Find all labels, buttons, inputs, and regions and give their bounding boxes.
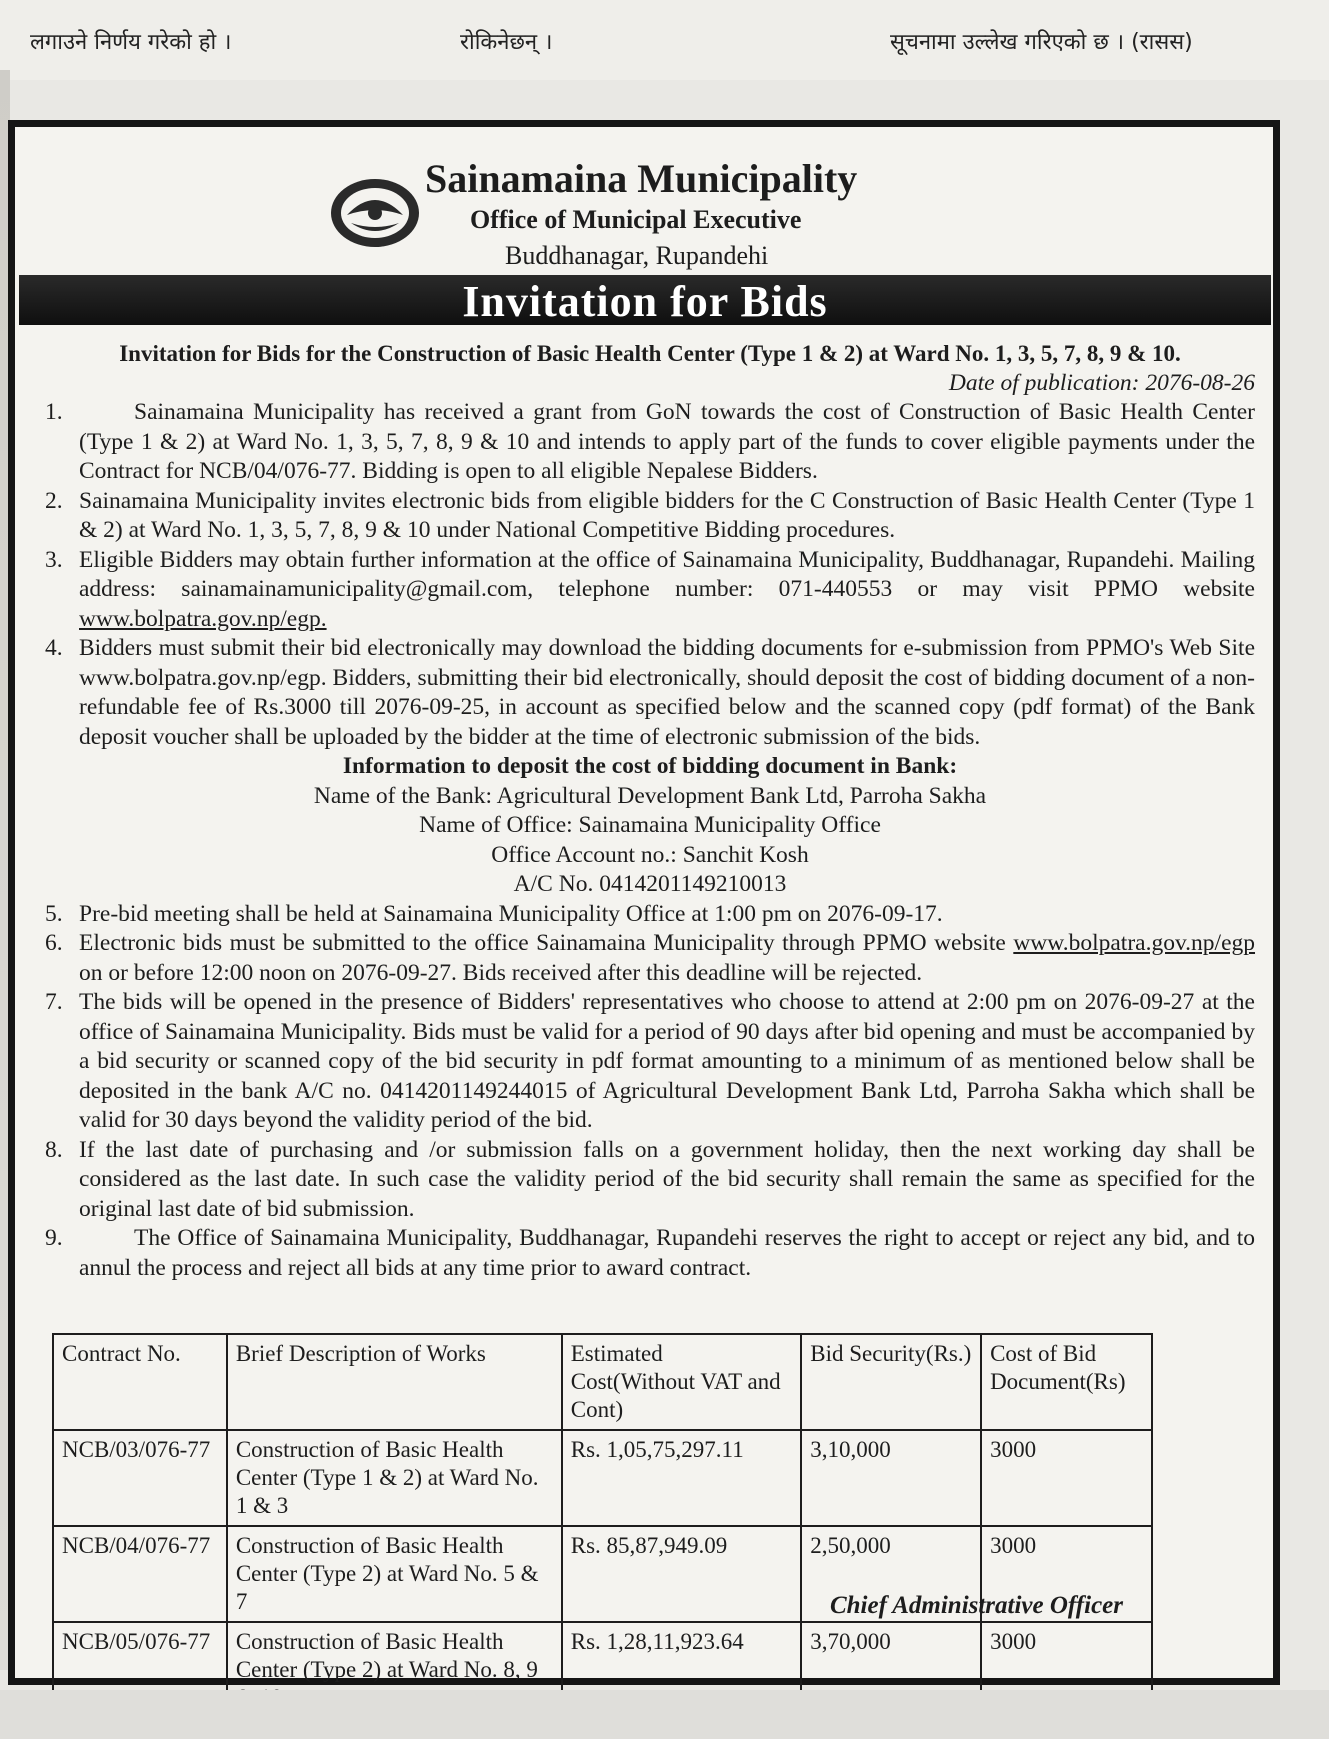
list-item	[45, 546, 1255, 635]
office-subtitle: Office of Municipal Executive	[470, 205, 802, 234]
notice-content	[45, 339, 1255, 1283]
item-number: 8.	[45, 1136, 63, 1163]
bid-security: 3,70,000	[801, 1622, 981, 1718]
list-item	[45, 988, 1255, 1136]
ppmo-website-link[interactable]: www.bolpatra.gov.np/egp	[1013, 930, 1256, 956]
municipality-title: Sainamaina Municipality	[425, 156, 858, 201]
office-address: Buddhanagar, Rupandehi	[505, 241, 769, 270]
item-text: Sainamaina Municipality has received a grant from GoN towards the cost of Construction of Basic Health Center (Type 1 & 2) at Ward No. 1, 3, 5, 7, 8, 9 & 10 and intends to apply part of the funds to cover eligible payments under the Contract for NCB/04/076-77. Bidding is open to all eligible Nepalese Bidders.	[79, 399, 1255, 484]
estimated-cost: Rs. 1,28,11,923.64	[562, 1622, 802, 1718]
office-name: Name of Office: Sainamaina Municipality Office	[419, 812, 881, 838]
list-item	[45, 634, 1255, 752]
table-header-row	[53, 1334, 1152, 1430]
column-header: Cost of Bid Document(Rs)	[981, 1334, 1152, 1430]
bank-info-heading: Information to deposit the cost of bidding document in Bank:	[342, 753, 958, 779]
bid-security: 3,10,000	[801, 1430, 981, 1526]
emblem-icon	[327, 175, 423, 251]
account-number: A/C No. 0414201149210013	[513, 871, 787, 897]
banner-title: Invitation for Bids	[462, 277, 828, 326]
list-item	[45, 487, 1255, 546]
item-text: on or before 12:00 noon on 2076-09-27. Bids received after this deadline will be rejected.	[79, 959, 923, 986]
newspaper-bottom-strip	[0, 1690, 1329, 1739]
item-number: 2.	[45, 487, 63, 514]
bid-security: 2,50,000	[801, 1526, 981, 1622]
newspaper-top-strip	[0, 0, 1329, 80]
signature-title: Chief Administrative Officer	[829, 1592, 1123, 1619]
notice-frame	[8, 120, 1280, 1685]
nepali-text-right: सूचनामा उल्लेख गरिएको छ । (रासस)	[890, 30, 1193, 55]
item-text: The Office of Sainamaina Municipality, Buddhanagar, Rupandehi reserves the right to accept or reject any bid, and to annul the process and reject all bids at any time prior to award contract.	[79, 1225, 1255, 1281]
bank-info	[45, 752, 1255, 900]
item-number: 3.	[45, 546, 63, 573]
contract-number: NCB/04/076-77	[53, 1526, 227, 1622]
list-item	[45, 398, 1255, 487]
item-body	[79, 929, 1255, 988]
item-body	[79, 546, 1255, 635]
ppmo-website-link[interactable]: www.bolpatra.gov.np/egp.	[79, 605, 327, 632]
work-description: Construction of Basic Health Center (Type 2) at Ward No. 8, 9	[227, 1622, 562, 1718]
column-header: Contract No.	[53, 1334, 227, 1430]
column-header: Brief Description of Works	[227, 1334, 562, 1430]
contract-number: NCB/03/076-77	[53, 1430, 227, 1526]
list-item	[45, 929, 1255, 988]
item-text: If the last date of purchasing and /or submission falls on a government holiday, then the next working day shall be considered as the last date. In such case the validity period of the bid security shall remain the same as specified for the original last date of bid submission.	[79, 1136, 1255, 1222]
item-text: Eligible Bidders may obtain further information at the office of Sainamaina Municipality, Buddhanagar, Rupandehi. Mailing address: sainamainamunicipality@gmail.com, telephone number: 071-440553 or may visit PPMO website	[79, 546, 1255, 602]
item-number: 5.	[45, 900, 63, 927]
publication-date: Date of publication: 2076-08-26	[948, 369, 1255, 396]
item-number: 4.	[45, 635, 63, 661]
list-item	[45, 900, 1255, 930]
item-text: Bidders must submit their bid electronically may download the bidding documents for e-submission from PPMO's Web Site www.bolpatra.gov.np/egp. Bidders, submitting their bid electronically, should deposit the cost of bidding document of a non-refundable fee of Rs.3000 till 2076-09-25, in account as specified below and the scanned copy (pdf format) of the Bank deposit voucher shall be uploaded by the bidder at the time of electronic submission of the bids.	[79, 635, 1255, 750]
column-header: Estimated Cost(Without VAT and Cont)	[562, 1334, 802, 1430]
contracts-table	[52, 1333, 1153, 1719]
bid-document-cost: 3000	[981, 1622, 1152, 1718]
bid-document-cost: 3000	[981, 1430, 1152, 1526]
bid-document-cost: 3000	[981, 1526, 1152, 1622]
column-header: Bid Security(Rs.)	[801, 1334, 981, 1430]
estimated-cost: Rs. 1,05,75,297.11	[562, 1430, 802, 1526]
nepali-text-middle: रोकिनेछन् ।	[460, 30, 553, 55]
item-text: Sainamaina Municipality invites electronic bids from eligible bidders for the C Construction of Basic Health Center (Type 1 & 2) at Ward No. 1, 3, 5, 7, 8, 9 & 10 under National Competitive Bidding procedures.	[79, 487, 1255, 543]
account-type: Office Account no.: Sanchit Kosh	[491, 841, 809, 868]
item-text: Electronic bids must be submitted to the office Sainamaina Municipality through PPMO website	[79, 930, 1006, 956]
estimated-cost: Rs. 85,87,949.09	[562, 1526, 802, 1622]
bank-name: Name of the Bank: Agricultural Development Bank Ltd, Parroha Sakha	[313, 782, 987, 809]
item-number: 7.	[45, 989, 63, 1015]
nepali-text-left: लगाउने निर्णय गरेको हो ।	[30, 30, 232, 55]
notice-header	[315, 145, 1015, 275]
contract-number: NCB/05/076-77	[53, 1622, 227, 1718]
item-number: 6.	[45, 930, 63, 956]
item-number: 9.	[45, 1225, 63, 1251]
item-text: The bids will be opened in the presence of Bidders' representatives who choose to attend at 2:00 pm on 2076-09-27 at the office of Sainamaina Municipality. Bids must be valid for a period of 90 days after bid opening and must be accompanied by a bid security or scanned copy of the bid security in pdf format amounting to a minimum of as mentioned below shall be deposited in the bank A/C no. 0414201149244015 of Agricultural Development Bank Ltd, Parroha Sakha which shall be valid for 30 days beyond the validity period of the bid.	[79, 989, 1255, 1133]
list-item	[45, 1136, 1255, 1225]
notice-subject: Invitation for Bids for the Construction of Basic Health Center (Type 1 & 2) at Ward No. 1, 3, 5, 7, 8, 9 & 10.	[119, 341, 1181, 366]
table-row	[53, 1430, 1152, 1526]
work-description: Construction of Basic Health Center (Type 1 & 2) at Ward No. 1 & 3	[227, 1430, 562, 1526]
item-number: 1.	[45, 399, 63, 425]
item-text: Pre-bid meeting shall be held at Sainamaina Municipality Office at 1:00 pm on 2076-09-17.	[79, 900, 943, 927]
list-item	[45, 1224, 1255, 1283]
notice-banner	[19, 275, 1271, 325]
work-description: Construction of Basic Health Center (Type 2) at Ward No. 5 & 7	[227, 1526, 562, 1622]
